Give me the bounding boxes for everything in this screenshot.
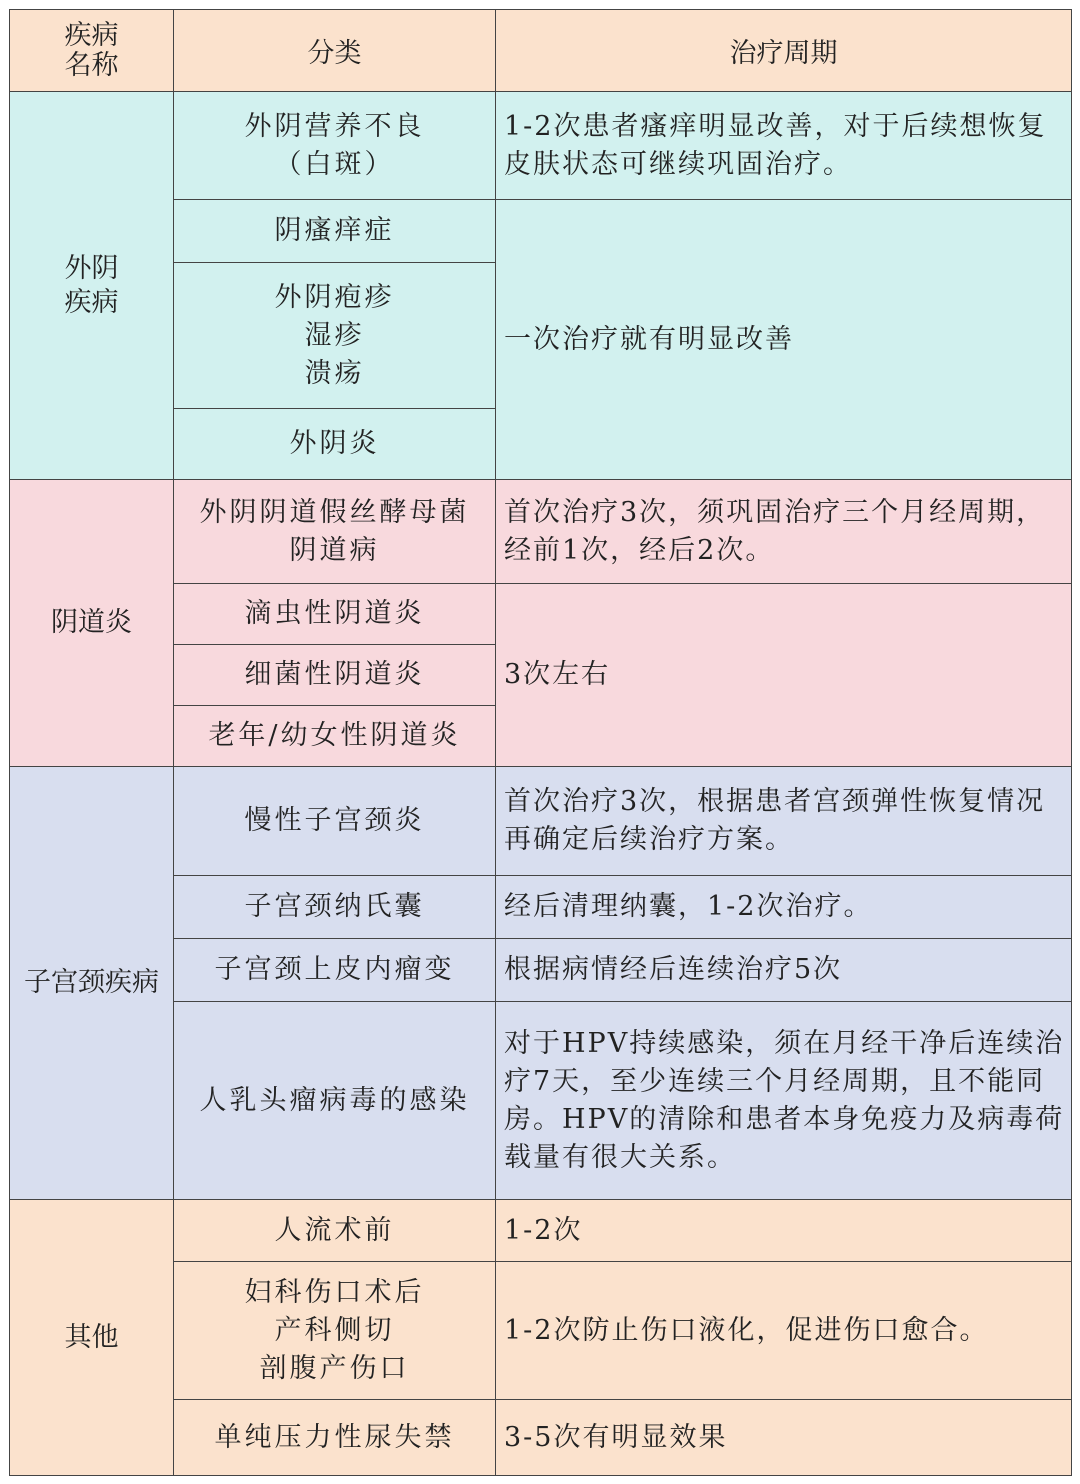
category-cell: 外阴炎 (174, 409, 496, 480)
category-cell: 人流术前 (174, 1200, 496, 1262)
table-row (10, 92, 1072, 200)
header-treatment-period: 治疗周期 (496, 10, 1072, 92)
period-cell: 3-5次有明显效果 (496, 1400, 1072, 1476)
period-cell: 3次左右 (496, 584, 1072, 767)
period-cell: 1-2次 (496, 1200, 1072, 1262)
category-cell: 外阴疱疹 湿疹 溃疡 (174, 263, 496, 409)
category-cell: 阴瘙痒症 (174, 200, 496, 263)
period-cell: 首次治疗3次，根据患者宫颈弹性恢复情况再确定后续治疗方案。 (496, 767, 1072, 876)
category-cell: 外阴阴道假丝酵母菌 阴道病 (174, 480, 496, 584)
category-cell: 单纯压力性尿失禁 (174, 1400, 496, 1476)
period-cell: 1-2次患者瘙痒明显改善，对于后续想恢复皮肤状态可继续巩固治疗。 (496, 92, 1072, 200)
category-cell: 外阴营养不良 （白斑） (174, 92, 496, 200)
group-name-cervical: 子宫颈疾病 (10, 767, 174, 1200)
group-name-other: 其他 (10, 1200, 174, 1476)
group-name-vulvar: 外阴 疾病 (10, 92, 174, 480)
period-cell: 1-2次防止伤口液化，促进伤口愈合。 (496, 1262, 1072, 1400)
treatment-table (9, 9, 1072, 1476)
group-name-vaginitis: 阴道炎 (10, 480, 174, 767)
category-cell: 妇科伤口术后 产科侧切 剖腹产伤口 (174, 1262, 496, 1400)
category-cell: 老年/幼女性阴道炎 (174, 706, 496, 767)
header-row (10, 10, 1072, 92)
category-cell: 人乳头瘤病毒的感染 (174, 1002, 496, 1200)
period-cell: 对于HPV持续感染，须在月经干净后连续治疗7天，至少连续三个月经周期，且不能同房。HPV的清除和患者本身免疫力及病毒荷载量有很大关系。 (496, 1002, 1072, 1200)
category-cell: 子宫颈上皮内瘤变 (174, 939, 496, 1002)
category-cell: 细菌性阴道炎 (174, 645, 496, 706)
period-cell: 根据病情经后连续治疗5次 (496, 939, 1072, 1002)
category-cell: 慢性子宫颈炎 (174, 767, 496, 876)
table-row (10, 480, 1072, 584)
table-row (10, 767, 1072, 876)
header-disease-name: 疾病 名称 (10, 10, 174, 92)
table-container (9, 9, 1072, 1476)
period-cell: 一次治疗就有明显改善 (496, 200, 1072, 480)
period-cell: 经后清理纳囊，1-2次治疗。 (496, 876, 1072, 939)
category-cell: 子宫颈纳氏囊 (174, 876, 496, 939)
table-row (10, 1200, 1072, 1262)
header-category: 分类 (174, 10, 496, 92)
period-cell: 首次治疗3次，须巩固治疗三个月经周期，经前1次，经后2次。 (496, 480, 1072, 584)
category-cell: 滴虫性阴道炎 (174, 584, 496, 645)
